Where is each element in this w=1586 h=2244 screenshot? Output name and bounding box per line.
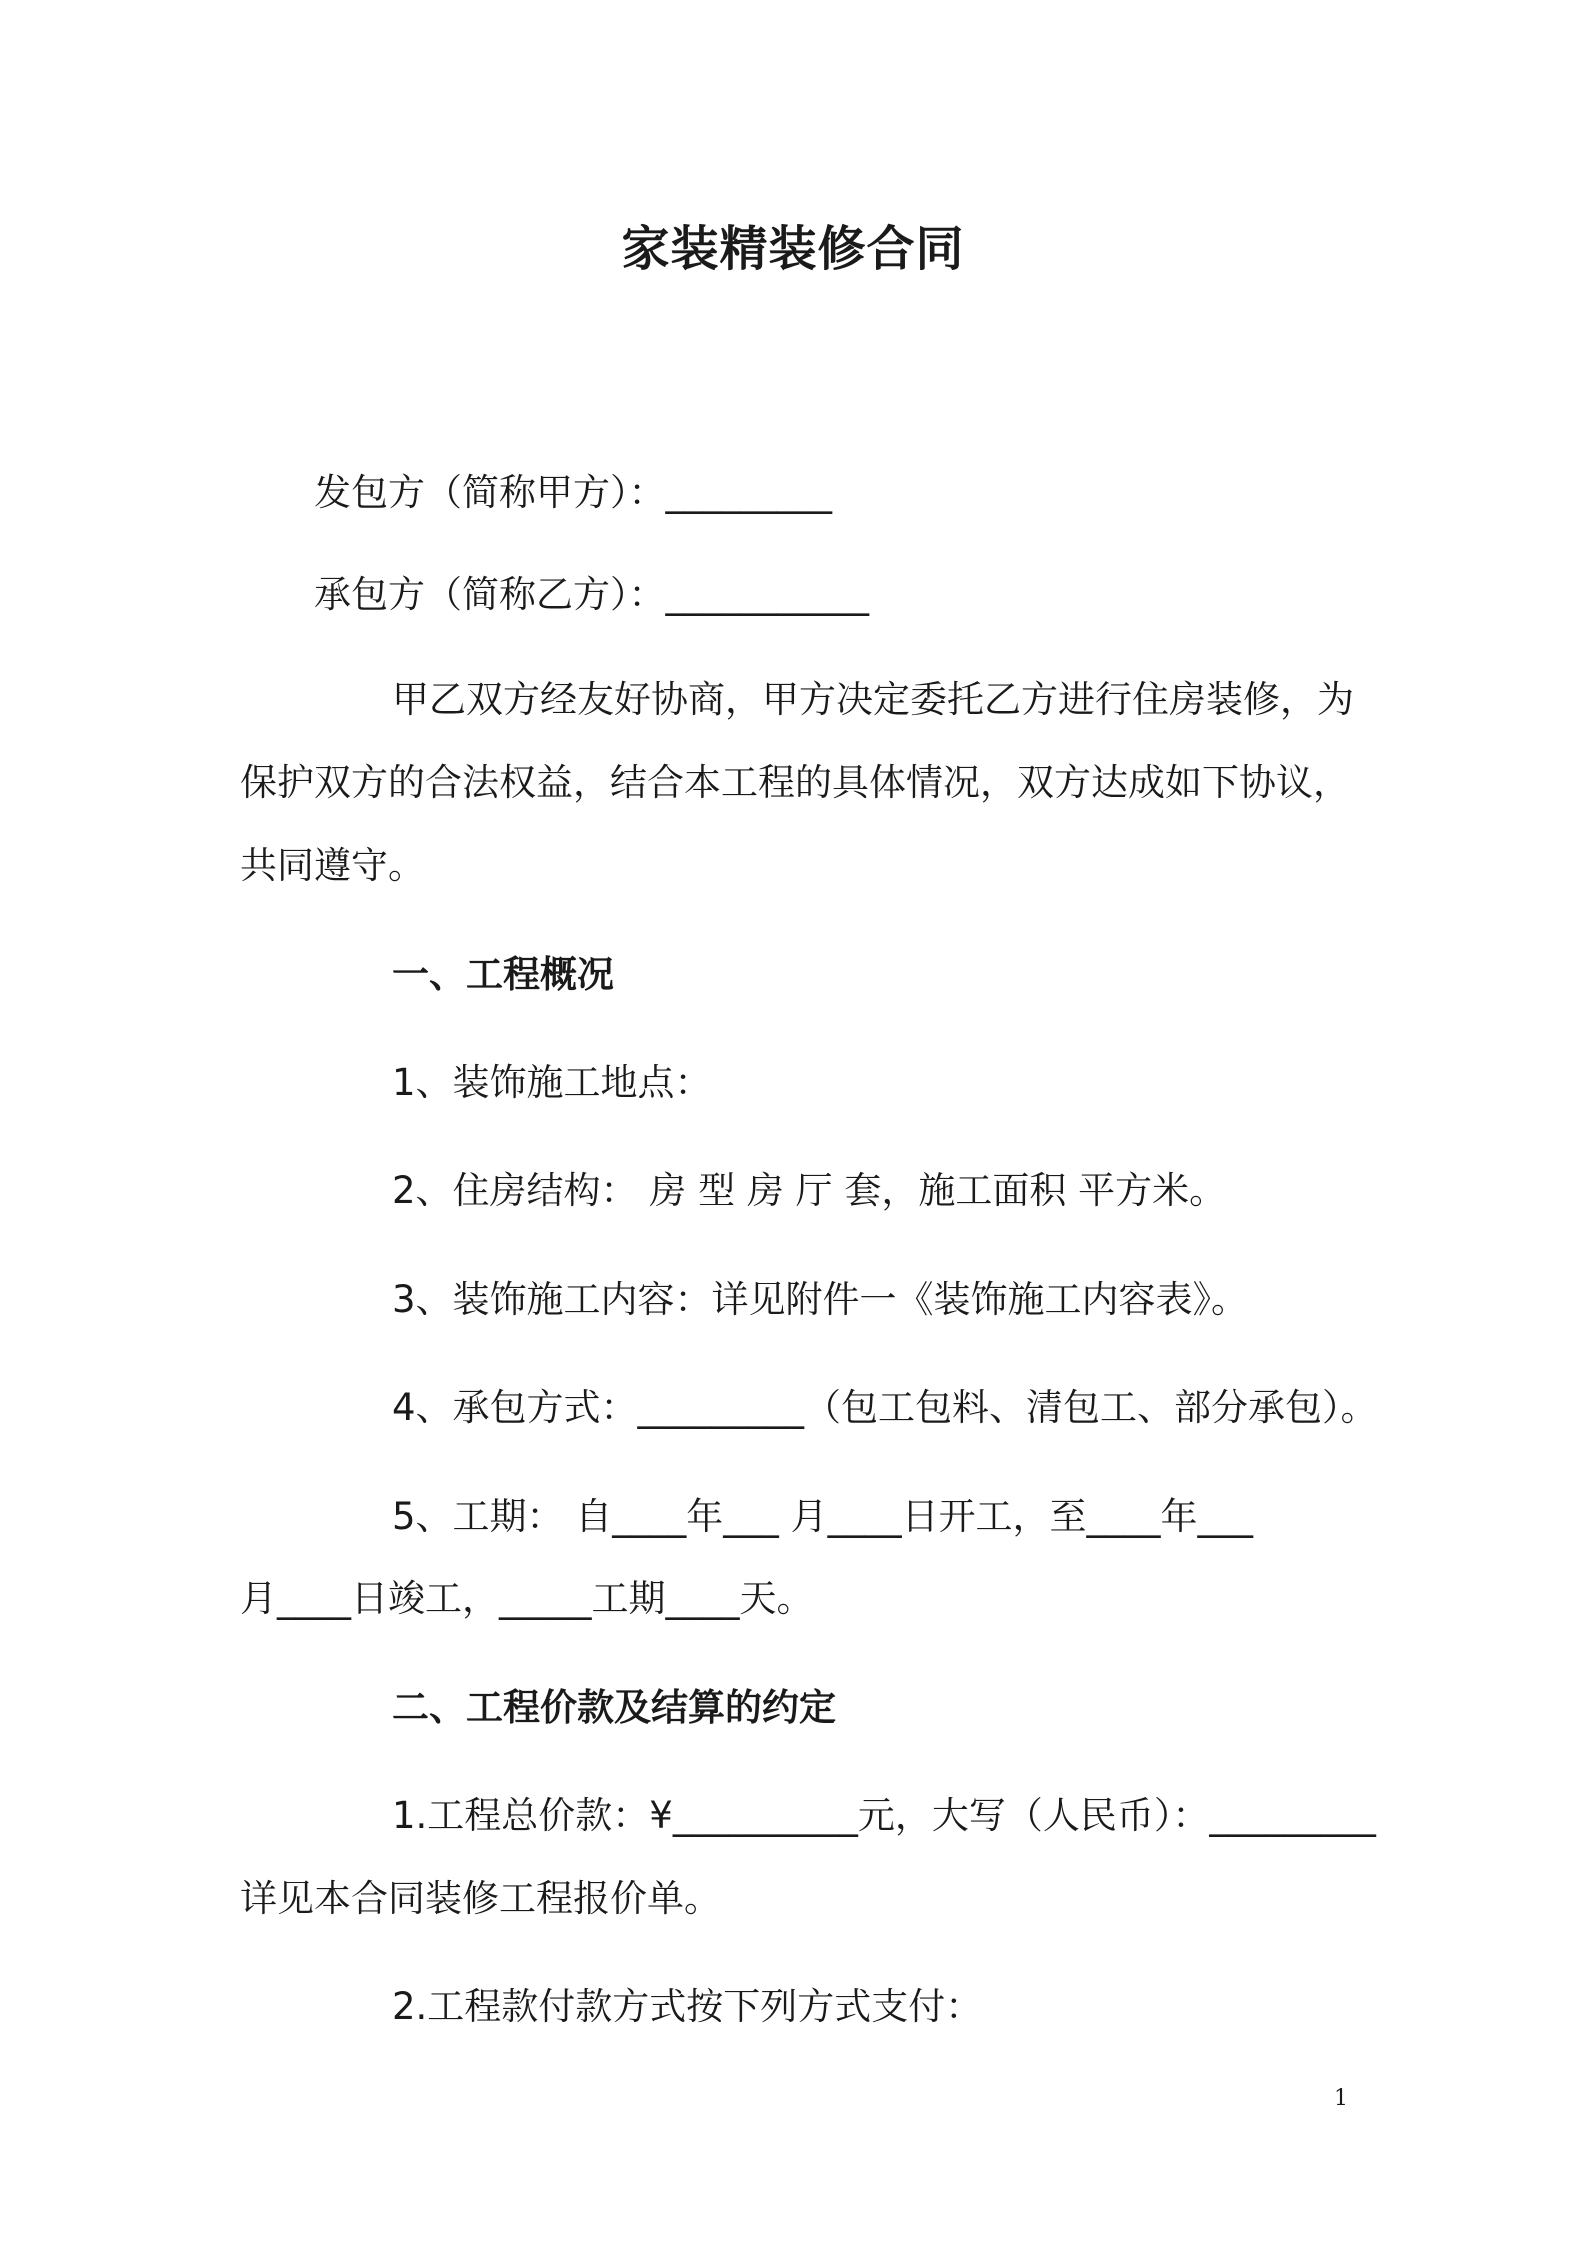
document-title: 家装精装修合同 xyxy=(621,221,965,277)
item-4: 4、承包方式：_________（包工包料、清包工、部分承包）。 xyxy=(392,1386,1378,1429)
party-a-line: 发包方（简称甲方）：_________ xyxy=(314,471,832,514)
price-line-1: 1.工程总价款：¥__________元，大写（人民币）：_________ xyxy=(392,1794,1376,1837)
item-1: 1、装饰施工地点： xyxy=(392,1061,712,1104)
payment-line: 2.工程款付款方式按下列方式支付： xyxy=(392,1985,983,2028)
price-line-2: 详见本合同装修工程报价单。 xyxy=(240,1877,721,1920)
item-5-line-2: 月____日竣工，_____工期____天。 xyxy=(240,1577,814,1620)
section-1-heading: 一、工程概况 xyxy=(392,953,614,996)
intro-paragraph-line-2: 保护双方的合法权益，结合本工程的具体情况，双方达成如下协议， xyxy=(240,761,1350,804)
item-2: 2、住房结构： 房 型 房 厅 套，施工面积 平方米。 xyxy=(392,1169,1227,1212)
party-b-line: 承包方（简称乙方）：___________ xyxy=(314,573,869,616)
item-5-line-1: 5、工期： 自____年___ 月____日开工，至____年___ xyxy=(392,1495,1254,1538)
intro-paragraph-line-1: 甲乙双方经友好协商，甲方决定委托乙方进行住房装修，为 xyxy=(392,678,1354,721)
item-3: 3、装饰施工内容：详见附件一《装饰施工内容表》。 xyxy=(392,1278,1249,1321)
page-number: 1 xyxy=(1334,2086,1348,2111)
intro-paragraph-line-3: 共同遵守。 xyxy=(240,844,425,887)
section-2-heading: 二、工程价款及结算的约定 xyxy=(392,1686,836,1729)
